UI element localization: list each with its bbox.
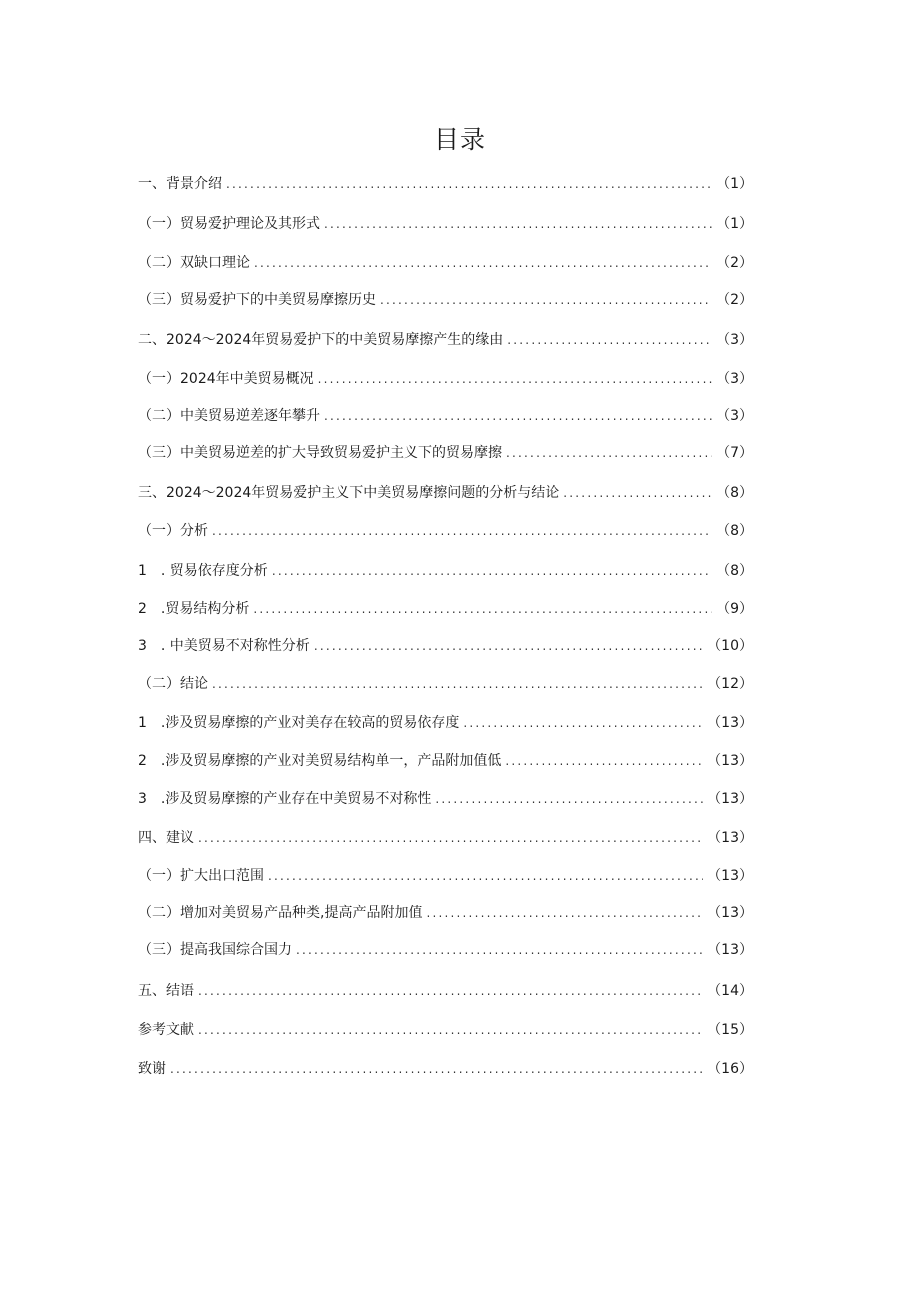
toc-leader-dots <box>318 367 712 391</box>
toc-entry[interactable] <box>138 212 753 236</box>
toc-leader-dots <box>170 1057 703 1081</box>
toc-entry[interactable] <box>138 826 753 850</box>
toc-entry-label: （二）双缺口理论 <box>138 255 250 271</box>
toc-entry-label: 三、2024～2024年贸易爱护主义下中美贸易摩擦问题的分析与结论 <box>138 485 560 501</box>
toc-entry-page: （1） <box>716 216 753 232</box>
toc-entry-page: （2） <box>716 255 753 271</box>
toc-leader-dots <box>507 328 712 352</box>
toc-entry[interactable] <box>138 328 753 352</box>
toc-entry-page: （3） <box>716 332 753 348</box>
page-title: 目录 <box>433 125 486 154</box>
toc-entry-label: （二）增加对美贸易产品种类,提高产品附加值 <box>138 905 423 921</box>
toc-leader-dots <box>314 634 703 658</box>
toc-entry-page: （13） <box>707 791 753 807</box>
toc-entry-label: （三）贸易爱护下的中美贸易摩擦历史 <box>138 292 376 308</box>
toc-leader-dots <box>380 288 712 312</box>
toc-entry[interactable] <box>138 1057 753 1081</box>
toc-leader-dots <box>212 519 712 543</box>
toc-entry-label: 1 . 贸易依存度分析 <box>138 563 268 579</box>
toc-entry-label: 1 .涉及贸易摩擦的产业对美存在较高的贸易依存度 <box>138 715 460 731</box>
toc-leader-dots <box>198 1018 703 1042</box>
toc-entry-page: （10） <box>707 638 753 654</box>
toc-entry-label: 五、结语 <box>138 983 194 999</box>
toc-entry[interactable] <box>138 251 753 275</box>
toc-leader-dots <box>272 559 712 583</box>
toc-entry-page: （8） <box>716 523 753 539</box>
toc-leader-dots <box>426 901 703 925</box>
toc-entry[interactable] <box>138 172 753 196</box>
toc-entry-page: （13） <box>707 830 753 846</box>
toc-entry-page: （16） <box>707 1061 753 1077</box>
toc-entry[interactable] <box>138 1018 753 1042</box>
toc-leader-dots <box>463 711 703 735</box>
toc-entry[interactable] <box>138 559 753 583</box>
toc-entry[interactable] <box>138 711 753 735</box>
toc-entry[interactable] <box>138 979 753 1003</box>
toc-leader-dots <box>268 864 703 888</box>
toc-entry-page: （7） <box>716 445 753 461</box>
toc-entry[interactable] <box>138 288 753 312</box>
toc-entry[interactable] <box>138 367 753 391</box>
toc-leader-dots <box>212 672 703 696</box>
toc-leader-dots <box>563 481 712 505</box>
toc-entry-label: （一）分析 <box>138 523 208 539</box>
toc-entry[interactable] <box>138 787 753 811</box>
toc-entry-label: （三）中美贸易逆差的扩大导致贸易爱护主义下的贸易摩擦 <box>138 445 502 461</box>
toc-entry[interactable] <box>138 864 753 888</box>
toc-entry-page: （8） <box>716 485 753 501</box>
toc-entry-page: （2） <box>716 292 753 308</box>
toc-entry-page: （13） <box>707 905 753 921</box>
toc-entry-page: （13） <box>707 942 753 958</box>
toc-leader-dots <box>226 172 712 196</box>
toc-entry-label: 2 .贸易结构分析 <box>138 601 250 617</box>
toc-leader-dots <box>198 979 703 1003</box>
toc-entry-label: （三）提高我国综合国力 <box>138 942 292 958</box>
toc-entry-label: 致谢 <box>138 1061 166 1077</box>
toc-entry-page: （3） <box>716 371 753 387</box>
toc-entry[interactable] <box>138 519 753 543</box>
toc-entry-label: （一）扩大出口范围 <box>138 868 264 884</box>
toc-leader-dots <box>435 787 703 811</box>
toc-entry[interactable] <box>138 404 753 428</box>
toc-entry-page: （13） <box>707 715 753 731</box>
toc-leader-dots <box>324 404 712 428</box>
toc-entry[interactable] <box>138 481 753 505</box>
toc-entry-page: （8） <box>716 563 753 579</box>
toc-entry-label: （二）中美贸易逆差逐年攀升 <box>138 408 320 424</box>
toc-entry-label: 四、建议 <box>138 830 194 846</box>
toc-entry[interactable] <box>138 672 753 696</box>
toc-leader-dots <box>253 597 712 621</box>
toc-leader-dots <box>198 826 703 850</box>
toc-leader-dots <box>505 749 703 773</box>
toc-entry-label: （二）结论 <box>138 676 208 692</box>
toc-entry-label: 二、2024～2024年贸易爱护下的中美贸易摩擦产生的缘由 <box>138 332 504 348</box>
toc-entry[interactable] <box>138 441 753 465</box>
toc-entry-page: （14） <box>707 983 753 999</box>
toc-entry-label: 3 . 中美贸易不对称性分析 <box>138 638 310 654</box>
toc-entry-page: （3） <box>716 408 753 424</box>
toc-entry[interactable] <box>138 634 753 658</box>
toc-entry[interactable] <box>138 749 753 773</box>
toc-entry-label: （一）贸易爱护理论及其形式 <box>138 216 320 232</box>
toc-entry-label: 参考文献 <box>138 1022 194 1038</box>
toc-entry-label: 3 .涉及贸易摩擦的产业存在中美贸易不对称性 <box>138 791 432 807</box>
toc-entry-page: （1） <box>716 176 753 192</box>
toc-entry-page: （9） <box>716 601 753 617</box>
toc-entry-label: 2 .涉及贸易摩擦的产业对美贸易结构单一，产品附加值低 <box>138 753 502 769</box>
toc-leader-dots <box>296 938 703 962</box>
toc-entry[interactable] <box>138 901 753 925</box>
toc-leader-dots <box>254 251 712 275</box>
toc-entry-label: 一、背景介绍 <box>138 176 222 192</box>
toc-entry-page: （13） <box>707 753 753 769</box>
toc-entry[interactable] <box>138 597 753 621</box>
toc-leader-dots <box>324 212 712 236</box>
toc-entry-page: （12） <box>707 676 753 692</box>
toc-entry-label: （一）2024年中美贸易概况 <box>138 371 314 387</box>
toc-entry[interactable] <box>138 938 753 962</box>
toc-leader-dots <box>506 441 712 465</box>
toc-entry-page: （15） <box>707 1022 753 1038</box>
toc-entry-page: （13） <box>707 868 753 884</box>
